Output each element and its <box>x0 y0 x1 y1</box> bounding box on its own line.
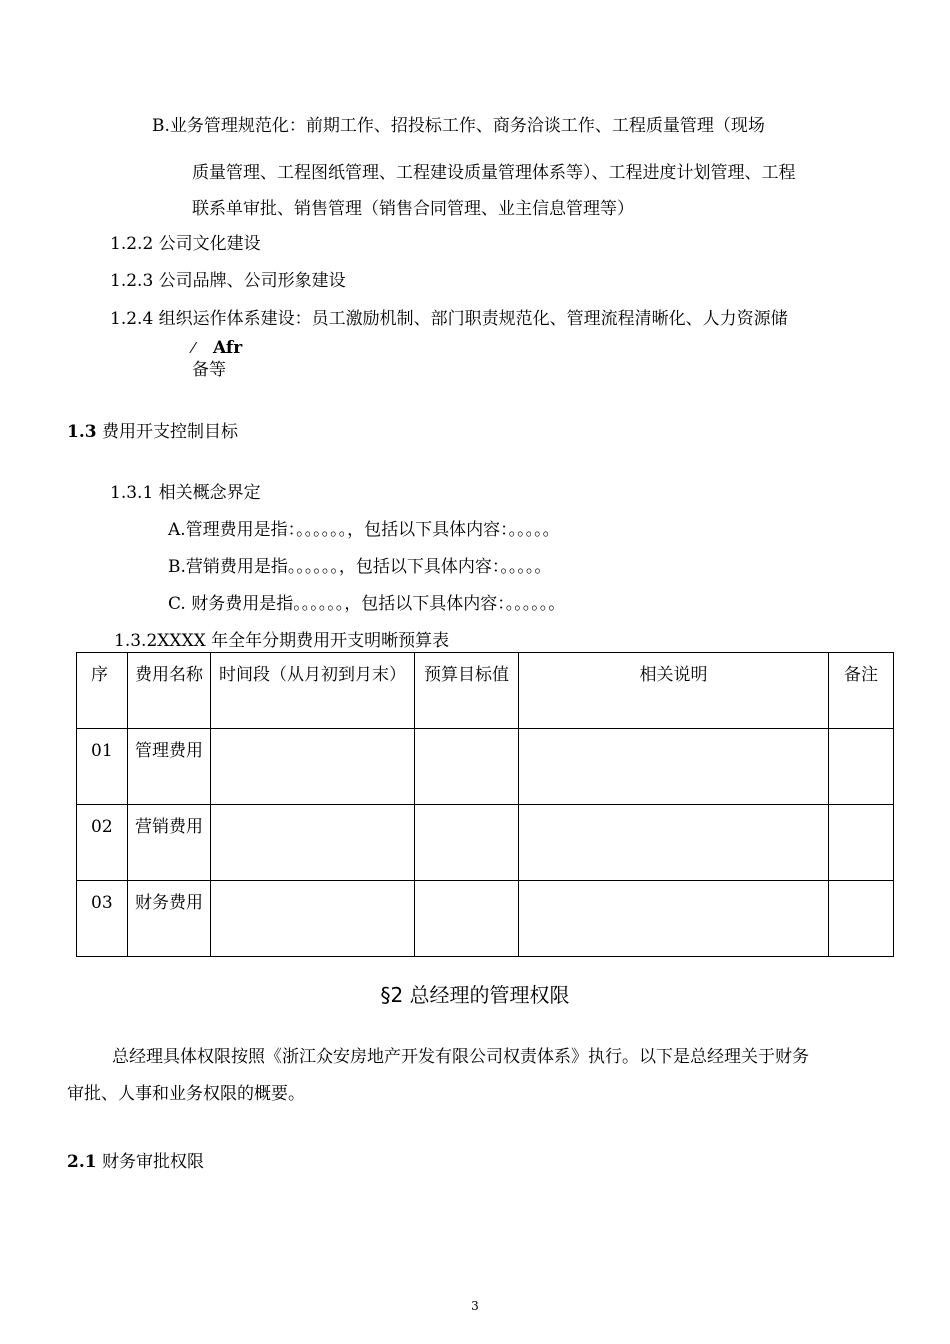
heading-1-3-2: 1.3.2XXXX 年全年分期费用开支明晰预算表 <box>114 631 450 651</box>
heading-2-1-text: 财务审批权限 <box>96 1152 204 1172</box>
header-remarks: 备注 <box>829 653 894 729</box>
table-row <box>77 805 894 881</box>
cell-remarks <box>829 805 894 881</box>
concept-c: C. 财务费用是指。。。。。。，包括以下具体内容：。。。。。。 <box>168 594 566 614</box>
render-artifact-text: Afr <box>213 338 243 358</box>
heading-1-2-2: 1.2.2 公司文化建设 <box>110 234 261 254</box>
header-budget-target: 预算目标值 <box>415 653 519 729</box>
cell-period <box>211 881 415 957</box>
cell-expense-name: 营销费用 <box>128 805 211 881</box>
heading-1-3-text: 费用开支控制目标 <box>96 422 238 442</box>
item-b-line3: 联系单审批、销售管理（销售合同管理、业主信息管理等） <box>192 199 634 219</box>
heading-2-1 <box>67 1154 204 1171</box>
section-2-intro-line2: 审批、人事和业务权限的概要。 <box>67 1084 305 1104</box>
concept-a: A.管理费用是指：。。。。。。，包括以下具体内容：。。。。。 <box>168 520 560 540</box>
cell-description <box>519 729 829 805</box>
cell-description <box>519 881 829 957</box>
header-description: 相关说明 <box>519 653 829 729</box>
heading-1-2-4-line2: 备等 <box>192 360 226 380</box>
cell-budget-target <box>415 881 519 957</box>
cell-budget-target <box>415 805 519 881</box>
cell-period <box>211 805 415 881</box>
item-b-line1: B.业务管理规范化：前期工作、招投标工作、商务洽谈工作、工程质量管理（现场 <box>152 116 765 136</box>
section-2-intro-line1: 总经理具体权限按照《浙江众安房地产开发有限公司权责体系》执行。以下是总经理关于财务 <box>112 1047 809 1067</box>
header-period: 时间段（从月初到月末） <box>211 653 415 729</box>
cell-expense-name: 财务费用 <box>128 881 211 957</box>
budget-table <box>76 652 894 957</box>
heading-1-3-1: 1.3.1 相关概念界定 <box>110 483 261 503</box>
cell-seq: 03 <box>77 881 128 957</box>
table-row <box>77 881 894 957</box>
table-header-row <box>77 653 894 729</box>
cell-period <box>211 729 415 805</box>
heading-1-2-3: 1.2.3 公司品牌、公司形象建设 <box>110 271 346 291</box>
cell-description <box>519 805 829 881</box>
concept-b: B.营销费用是指。。。。。。，包括以下具体内容：。。。。。 <box>168 557 552 577</box>
cell-budget-target <box>415 729 519 805</box>
cell-seq: 02 <box>77 805 128 881</box>
heading-1-2-4-line1: 1.2.4 组织运作体系建设：员工激励机制、部门职责规范化、管理流程清晰化、人力资源储 <box>110 309 788 329</box>
heading-2-1-number: 2.1 <box>67 1152 97 1172</box>
cell-seq: 01 <box>77 729 128 805</box>
heading-1-3-number: 1.3 <box>67 422 97 442</box>
cell-remarks <box>829 881 894 957</box>
section-2-title: §2 总经理的管理权限 <box>380 983 570 1007</box>
render-artifact-glyph: ⁄ <box>192 339 195 357</box>
header-expense-name: 费用名称 <box>128 653 211 729</box>
cell-remarks <box>829 729 894 805</box>
page-number: 3 <box>471 1299 479 1313</box>
item-b-line2: 质量管理、工程图纸管理、工程建设质量管理体系等）、工程进度计划管理、工程 <box>192 163 796 183</box>
heading-1-3 <box>67 424 238 441</box>
table-row <box>77 729 894 805</box>
header-seq: 序 <box>77 653 128 729</box>
cell-expense-name: 管理费用 <box>128 729 211 805</box>
